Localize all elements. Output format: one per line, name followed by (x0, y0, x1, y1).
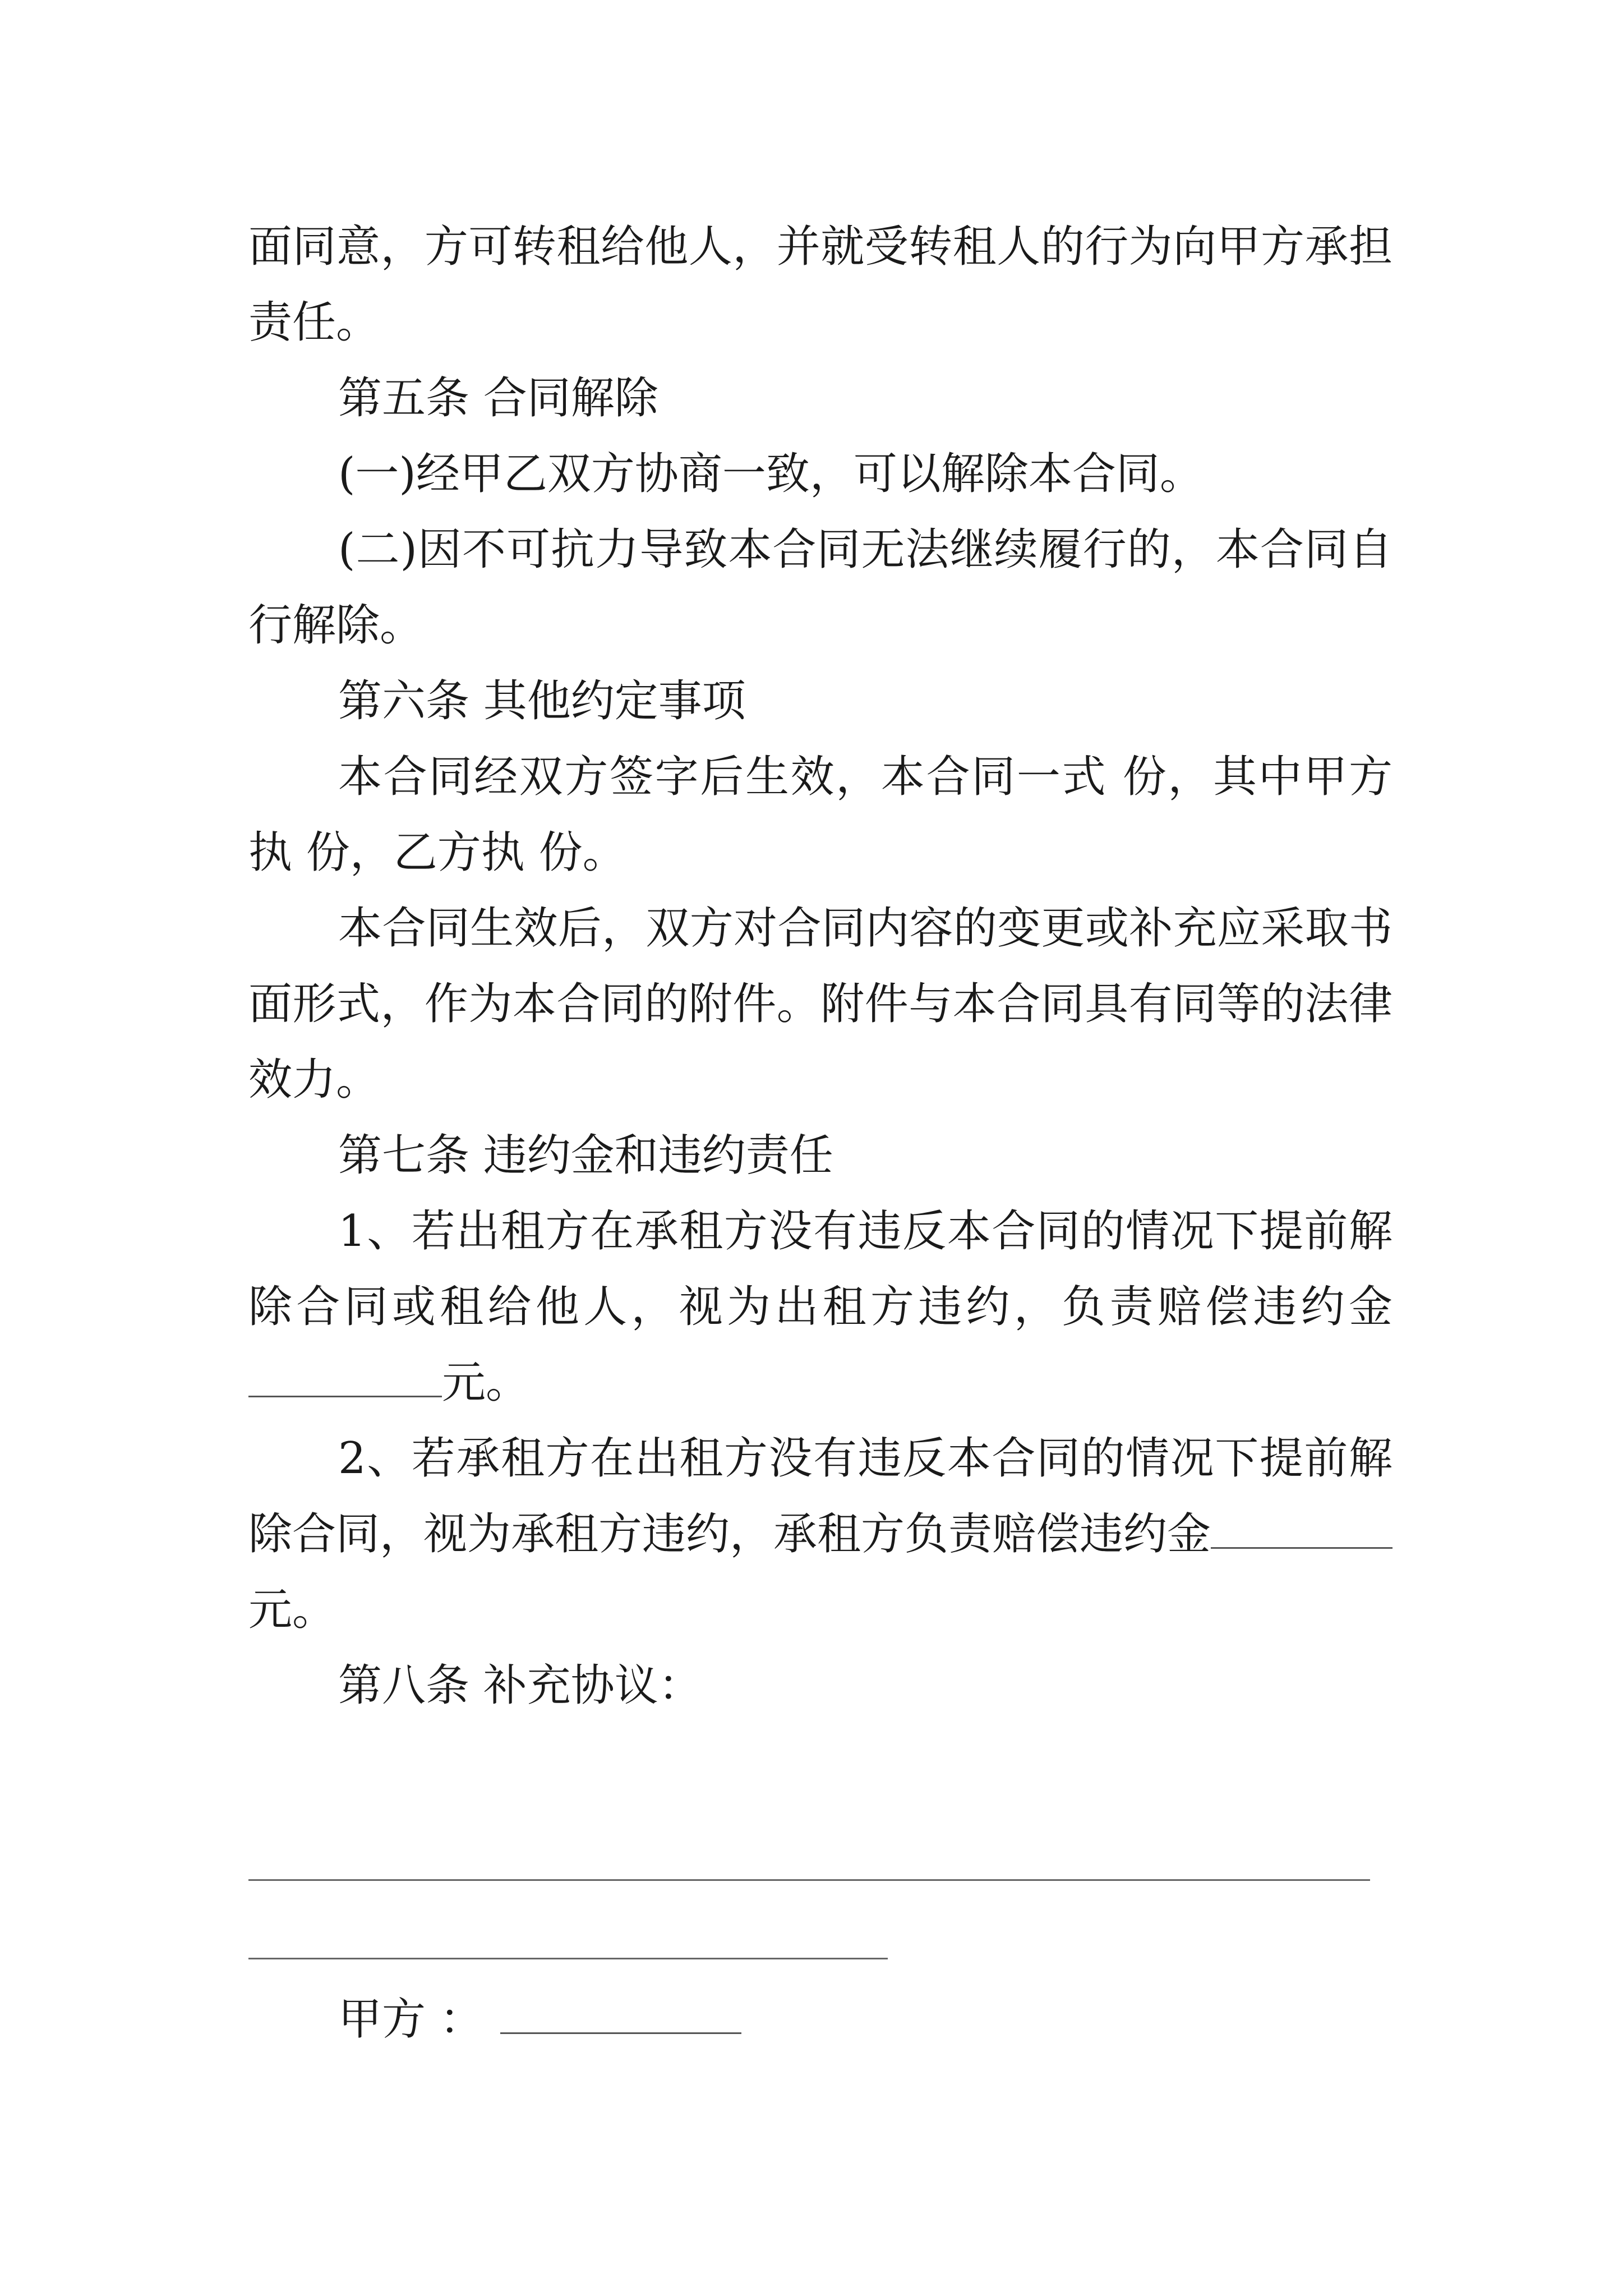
paragraph-line: 面同意，方可转租给他人，并就受转租人的行为向甲方承担 (248, 222, 1393, 272)
section-heading: 第八条 补充协议： (338, 1660, 702, 1711)
signature-line (338, 1980, 1393, 2059)
paragraph-line: 除合同或租给他人，视为出租方违约，负责赔偿违约金 (248, 1282, 1393, 1332)
section-heading: 第五条 合同解除 (338, 373, 658, 424)
paragraph-line: 面形式，作为本合同的附件。附件与本合同具有同等的法律 (248, 979, 1393, 1029)
fill-in-blank (1211, 1503, 1393, 1549)
fill-in-blank (248, 1352, 442, 1397)
paragraph-line (248, 1343, 1393, 1422)
paragraph-line (248, 1495, 1393, 1573)
section-heading: 第七条 违约金和违约责任 (338, 1130, 833, 1181)
supplementary-agreement-blank-line (248, 1879, 1370, 1881)
party-a-signature-blank (500, 1989, 741, 2034)
paragraph-line: (二)因不可抗力导致本合同无法继续履行的，本合同自 (338, 524, 1393, 575)
paragraph-line: 2、若承租方在出租方没有违反本合同的情况下提前解 (338, 1433, 1393, 1484)
paragraph-line: 本合同经双方签字后生效，本合同一式 份，其中甲方 (338, 752, 1393, 802)
paragraph-line: 1、若出租方在承租方没有违反本合同的情况下提前解 (338, 1206, 1393, 1257)
supplementary-agreement-blank-line (248, 1958, 888, 1959)
paragraph-line: 本合同生效后，双方对合同内容的变更或补充应采取书 (338, 903, 1393, 954)
section-heading: 第六条 其他约定事项 (338, 676, 746, 726)
paragraph-line: 效力。 (248, 1055, 380, 1105)
paragraph-line: 执 份，乙方执 份。 (248, 827, 626, 878)
amount-unit: 元。 (442, 1358, 530, 1408)
paragraph-line: 元。 (248, 1585, 336, 1635)
paragraph-text: 除合同，视为承租方违约，承租方负责赔偿违约金 (248, 1509, 1211, 1559)
paragraph-line: 责任。 (248, 297, 380, 348)
party-a-label: 甲方 ： (338, 1994, 483, 2045)
paragraph-line: 行解除。 (248, 600, 424, 651)
paragraph-line: (一)经甲乙双方协商一致，可以解除本合同。 (338, 449, 1204, 499)
